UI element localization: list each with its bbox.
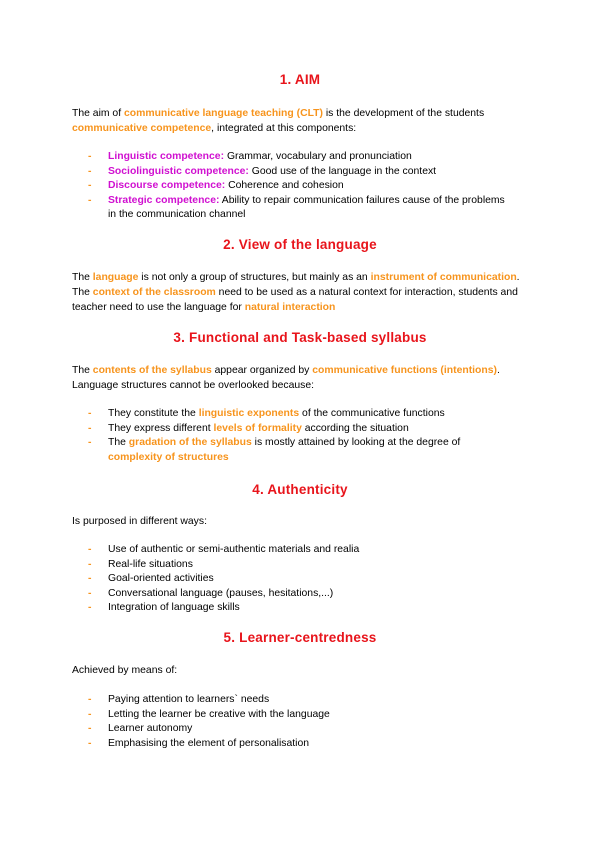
section-syllabus-paragraph: The contents of the syllabus appear organized by communicative functions (intentions). Language structures cannot be overlooked because: [72, 365, 500, 391]
list-item: - Integration of language skills [88, 601, 508, 616]
dash-bullet-icon: - [88, 708, 92, 720]
list-item: - Sociolinguistic competence: Good use of the language in the context [88, 165, 508, 180]
competence-list [88, 150, 508, 223]
list-item: - Discourse competence: Coherence and cohesion [88, 179, 508, 194]
dash-bullet-icon: - [88, 694, 92, 705]
dash-bullet-icon: - [88, 737, 92, 749]
dash-bullet-icon: - [88, 408, 92, 419]
authenticity-list [88, 543, 508, 616]
dash-bullet-icon: - [88, 165, 92, 177]
dash-bullet-icon: - [88, 194, 92, 206]
list-item: - The gradation of the syllabus is mostly attained by looking at the degree of complexity of structures [88, 437, 461, 463]
list-item: - Real-life situations [88, 558, 508, 573]
section-aim-paragraph: The aim of communicative language teaching (CLT) is the development of the students communicative competence, integrated at this components: [72, 108, 485, 134]
section-view-paragraph: The language is not only a group of structures, but mainly as an instrument of communication. The context of the classroom need to be used as a natural context for interaction, students and teacher need to use the language for natural interaction [72, 272, 520, 313]
list-item: - Use of authentic or semi-authentic materials and realia [88, 543, 508, 558]
dash-bullet-icon: - [88, 180, 92, 191]
dash-bullet-icon: - [88, 151, 92, 162]
list-item: - Learner autonomy [88, 722, 508, 737]
dash-bullet-icon: - [88, 558, 92, 570]
section-aim-heading: 1. AIM [279, 72, 321, 87]
section-view-heading: 2. View of the language [223, 237, 377, 252]
list-item: - Paying attention to learners` needs [88, 693, 508, 708]
dash-bullet-icon: - [88, 587, 92, 599]
dash-bullet-icon: - [88, 723, 92, 734]
dash-bullet-icon: - [88, 602, 92, 613]
syllabus-list [88, 407, 508, 465]
section-authenticity-heading: 4. Authenticity [252, 482, 348, 497]
dash-bullet-icon: - [88, 422, 92, 434]
dash-bullet-icon: - [88, 544, 92, 555]
section-learner-intro: Achieved by means of: [72, 665, 178, 676]
list-item: - Conversational language (pauses, hesitations,...) [88, 587, 508, 602]
list-item: - Letting the learner be creative with the language [88, 708, 508, 723]
list-item: - Goal-oriented activities [88, 572, 508, 587]
list-item: - Emphasising the element of personalisation [88, 737, 508, 752]
list-item: - They express different levels of formality according the situation [88, 422, 508, 437]
section-syllabus-heading: 3. Functional and Task-based syllabus [173, 330, 427, 345]
dash-bullet-icon: - [88, 437, 92, 448]
list-item: - Linguistic competence: Grammar, vocabulary and pronunciation [88, 150, 508, 165]
list-item: - They constitute the linguistic exponents of the communicative functions [88, 407, 508, 422]
learner-list [88, 693, 508, 751]
list-item: - Strategic competence: Ability to repair communication failures cause of the problems in the communication channel [88, 194, 505, 220]
section-authenticity-intro: Is purposed in different ways: [72, 516, 207, 527]
dash-bullet-icon: - [88, 573, 92, 584]
section-learner-heading: 5. Learner-centredness [223, 630, 377, 645]
